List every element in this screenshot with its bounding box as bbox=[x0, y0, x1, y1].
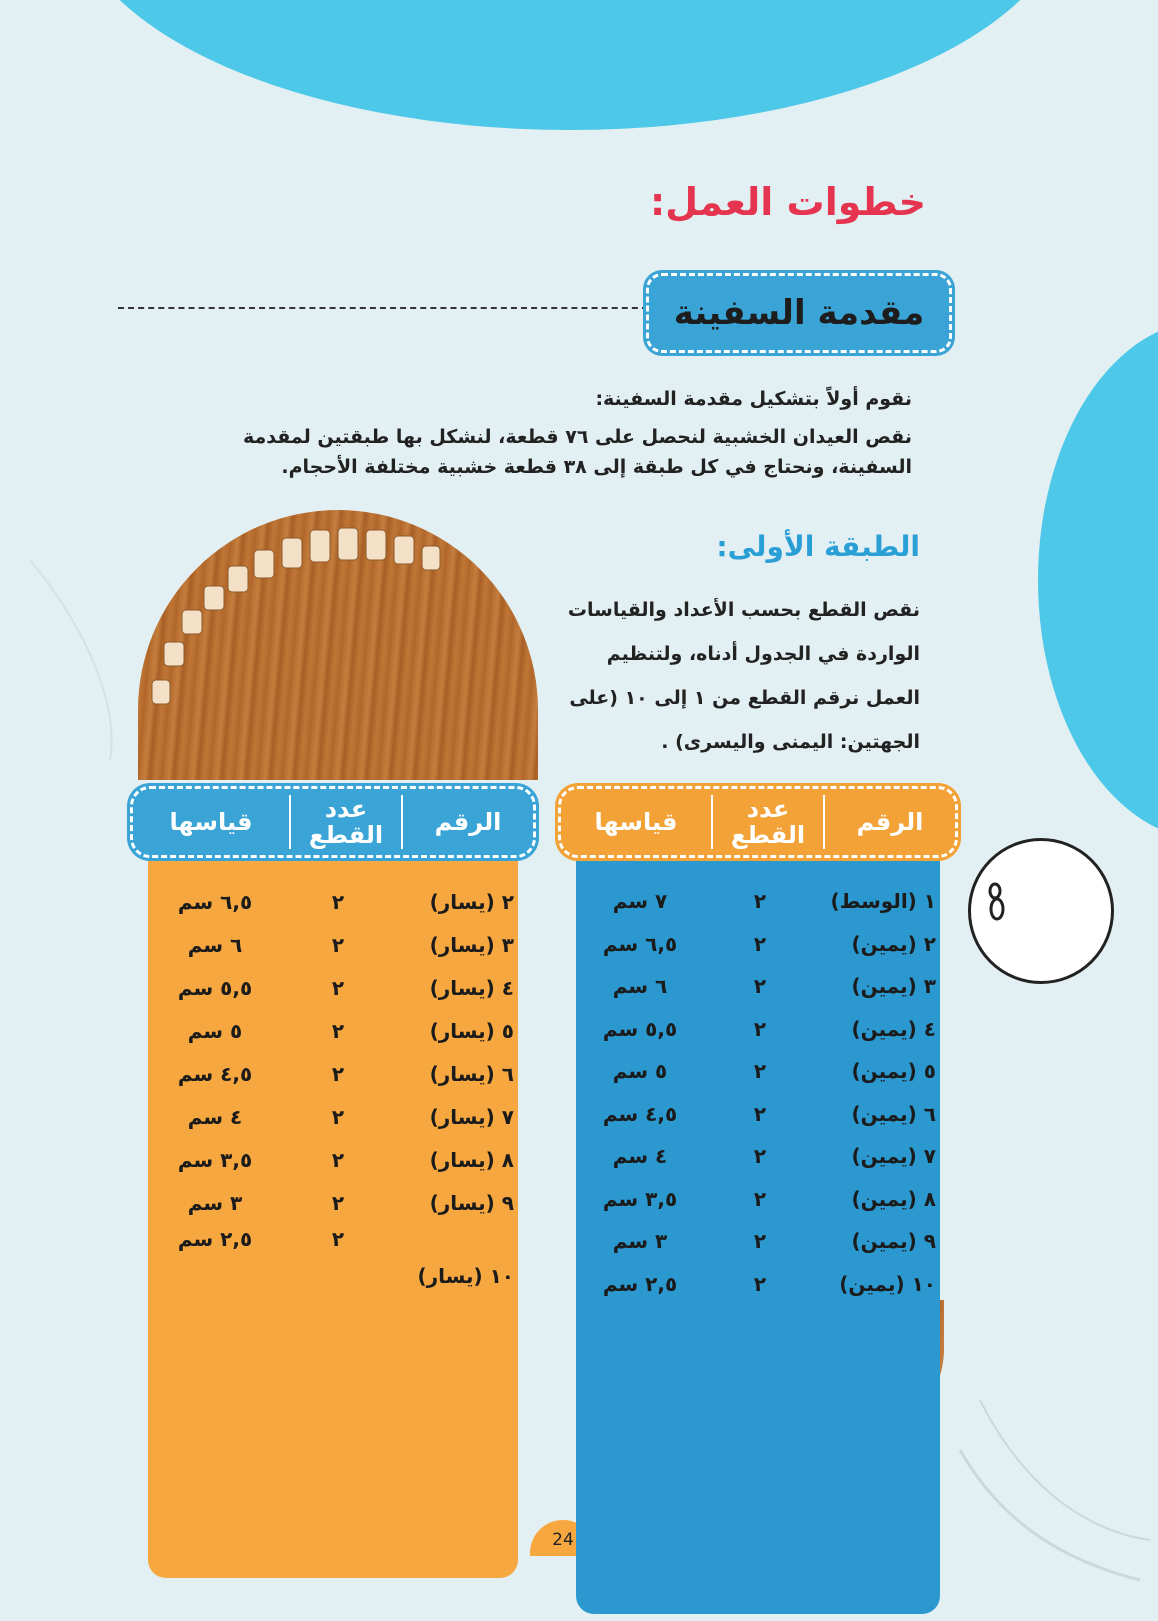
cell-number: ٨ (يمين) bbox=[851, 1186, 936, 1211]
layer-title: الطبقة الأولى: bbox=[716, 530, 920, 563]
bubble-shine-icon bbox=[971, 841, 1111, 981]
table-row bbox=[576, 965, 940, 1008]
cell-count: ٢ bbox=[331, 932, 345, 957]
header-number: الرقم bbox=[856, 808, 924, 836]
cell-number: ٩ (يمين) bbox=[851, 1229, 936, 1254]
table-row bbox=[148, 1052, 518, 1095]
cell-count: ٢ bbox=[753, 931, 767, 956]
page-number: 24 bbox=[530, 1520, 596, 1556]
cell-size: ٣ سم bbox=[612, 1229, 668, 1254]
decorative-blob-right bbox=[1038, 320, 1158, 840]
cell-size: ٦,٥ سم bbox=[177, 889, 253, 914]
table-header bbox=[558, 786, 958, 858]
cell-count: ٢ bbox=[753, 1101, 767, 1126]
table-row bbox=[148, 966, 518, 1009]
cell-size: ٧ سم bbox=[612, 889, 668, 914]
header-size: قياسها bbox=[594, 808, 678, 836]
header-number: الرقم bbox=[434, 808, 502, 836]
table-row bbox=[576, 1263, 940, 1306]
table-row bbox=[148, 1009, 518, 1052]
table-row bbox=[148, 1138, 518, 1181]
cell-size: ٣ سم bbox=[187, 1190, 243, 1215]
table-row bbox=[576, 1093, 940, 1136]
cell-number: ١ (الوسط) bbox=[830, 889, 936, 914]
table-row bbox=[576, 1135, 940, 1178]
cell-size: ٦ سم bbox=[612, 974, 668, 999]
table-header bbox=[130, 786, 536, 858]
cell-size: ٥,٥ سم bbox=[177, 975, 253, 1000]
table-row bbox=[148, 1095, 518, 1138]
cell-count: ٢ bbox=[331, 1227, 345, 1251]
table-row bbox=[148, 880, 518, 923]
cell-number: ٢ (يسار) bbox=[429, 889, 514, 914]
table-row bbox=[576, 1008, 940, 1051]
cell-number: ٦ (يسار) bbox=[429, 1061, 514, 1086]
cell-size: ٤,٥ سم bbox=[602, 1101, 678, 1126]
table-row bbox=[148, 923, 518, 966]
cell-number: ٤ (يمين) bbox=[851, 1016, 936, 1041]
cell-count: ٢ bbox=[753, 1144, 767, 1169]
table-body bbox=[576, 844, 940, 1614]
table-row bbox=[148, 1181, 518, 1224]
cell-number: ٦ (يمين) bbox=[851, 1101, 936, 1126]
intro-line-2: نقص العيدان الخشبية لنحصل على ٧٦ قطعة، لنشكل بها طبقتين لمقدمة السفينة، ونحتاج في كل طبقة إلى ٣٨ قطعة خشبية مختلفة الأحجام. bbox=[242, 426, 912, 478]
cell-number: ٥ (يسار) bbox=[429, 1018, 514, 1043]
table-row bbox=[576, 923, 940, 966]
cell-count: ٢ bbox=[331, 1147, 345, 1172]
decorative-blob-top bbox=[70, 0, 1070, 130]
cell-count: ٢ bbox=[331, 1018, 345, 1043]
cell-number: ٩ (يسار) bbox=[429, 1190, 514, 1215]
cell-size: ٤ سم bbox=[612, 1144, 668, 1169]
cell-count: ٢ bbox=[753, 974, 767, 999]
cell-size: ٣,٥ سم bbox=[602, 1186, 678, 1211]
layer-description: نقص القطع بحسب الأعداد والقياسات الواردة في الجدول أدناه، ولتنظيم العمل نرقم القطع من ١ إلى ١٠ (على الجهتين: اليمنى واليسرى) . bbox=[567, 599, 920, 753]
cell-number: ١٠ (يمين) bbox=[839, 1271, 936, 1296]
table-row bbox=[148, 1224, 518, 1254]
cell-count: ٢ bbox=[753, 1271, 767, 1296]
cell-number: ٤ (يسار) bbox=[429, 975, 514, 1000]
header-count: عدد القطع bbox=[289, 795, 403, 849]
table-row bbox=[148, 1254, 518, 1297]
wood-pieces-arc bbox=[138, 510, 538, 780]
cell-size: ٤,٥ سم bbox=[177, 1061, 253, 1086]
cell-size: ٦,٥ سم bbox=[602, 931, 678, 956]
cell-number: ٣ (يسار) bbox=[429, 932, 514, 957]
cell-number: ٣ (يمين) bbox=[851, 974, 936, 999]
intro-line-1: نقوم أولاً بتشكيل مقدمة السفينة: bbox=[595, 388, 912, 410]
wood-photo-top bbox=[138, 510, 538, 780]
cell-count: ٢ bbox=[331, 1190, 345, 1215]
table-row bbox=[576, 1050, 940, 1093]
cell-count: ٢ bbox=[331, 1104, 345, 1129]
cell-count: ٢ bbox=[753, 1016, 767, 1041]
table-row bbox=[576, 1178, 940, 1221]
cell-number: ٢ (يمين) bbox=[851, 931, 936, 956]
cell-count: ٢ bbox=[753, 1229, 767, 1254]
cell-size: ٥,٥ سم bbox=[602, 1016, 678, 1041]
cell-count: ٢ bbox=[331, 975, 345, 1000]
speech-bubble bbox=[968, 838, 1114, 984]
header-count: عدد القطع bbox=[711, 795, 825, 849]
table-left-side bbox=[130, 786, 536, 1578]
cell-size: ٢,٥ سم bbox=[602, 1271, 678, 1296]
cell-size: ٤ سم bbox=[187, 1104, 243, 1129]
cell-count: ٢ bbox=[331, 1061, 345, 1086]
cell-count: ٢ bbox=[753, 1059, 767, 1084]
table-row bbox=[576, 880, 940, 923]
cell-number: ٥ (يمين) bbox=[851, 1059, 936, 1084]
section-label: مقدمة السفينة bbox=[646, 273, 952, 353]
header-size: قياسها bbox=[169, 808, 253, 836]
cell-size: ٣,٥ سم bbox=[177, 1147, 253, 1172]
cell-count: ٢ bbox=[753, 1186, 767, 1211]
cell-size: ٢,٥ سم bbox=[177, 1227, 253, 1251]
table-right-side bbox=[558, 786, 958, 1614]
intro-text bbox=[192, 382, 912, 488]
cell-count: ٢ bbox=[331, 889, 345, 914]
table-body bbox=[148, 844, 518, 1578]
cell-number: ١٠ (يسار) bbox=[417, 1263, 514, 1288]
cell-size: ٥ سم bbox=[187, 1018, 243, 1043]
cell-size: ٥ سم bbox=[612, 1059, 668, 1084]
section-divider bbox=[118, 307, 658, 309]
cell-number: ٨ (يسار) bbox=[429, 1147, 514, 1172]
cell-size: ٦ سم bbox=[187, 932, 243, 957]
cell-number: ٧ (يمين) bbox=[851, 1144, 936, 1169]
cell-count: ٢ bbox=[753, 889, 767, 914]
cell-number: ٧ (يسار) bbox=[429, 1104, 514, 1129]
page-title: خطوات العمل: bbox=[649, 180, 926, 224]
table-row bbox=[576, 1220, 940, 1263]
